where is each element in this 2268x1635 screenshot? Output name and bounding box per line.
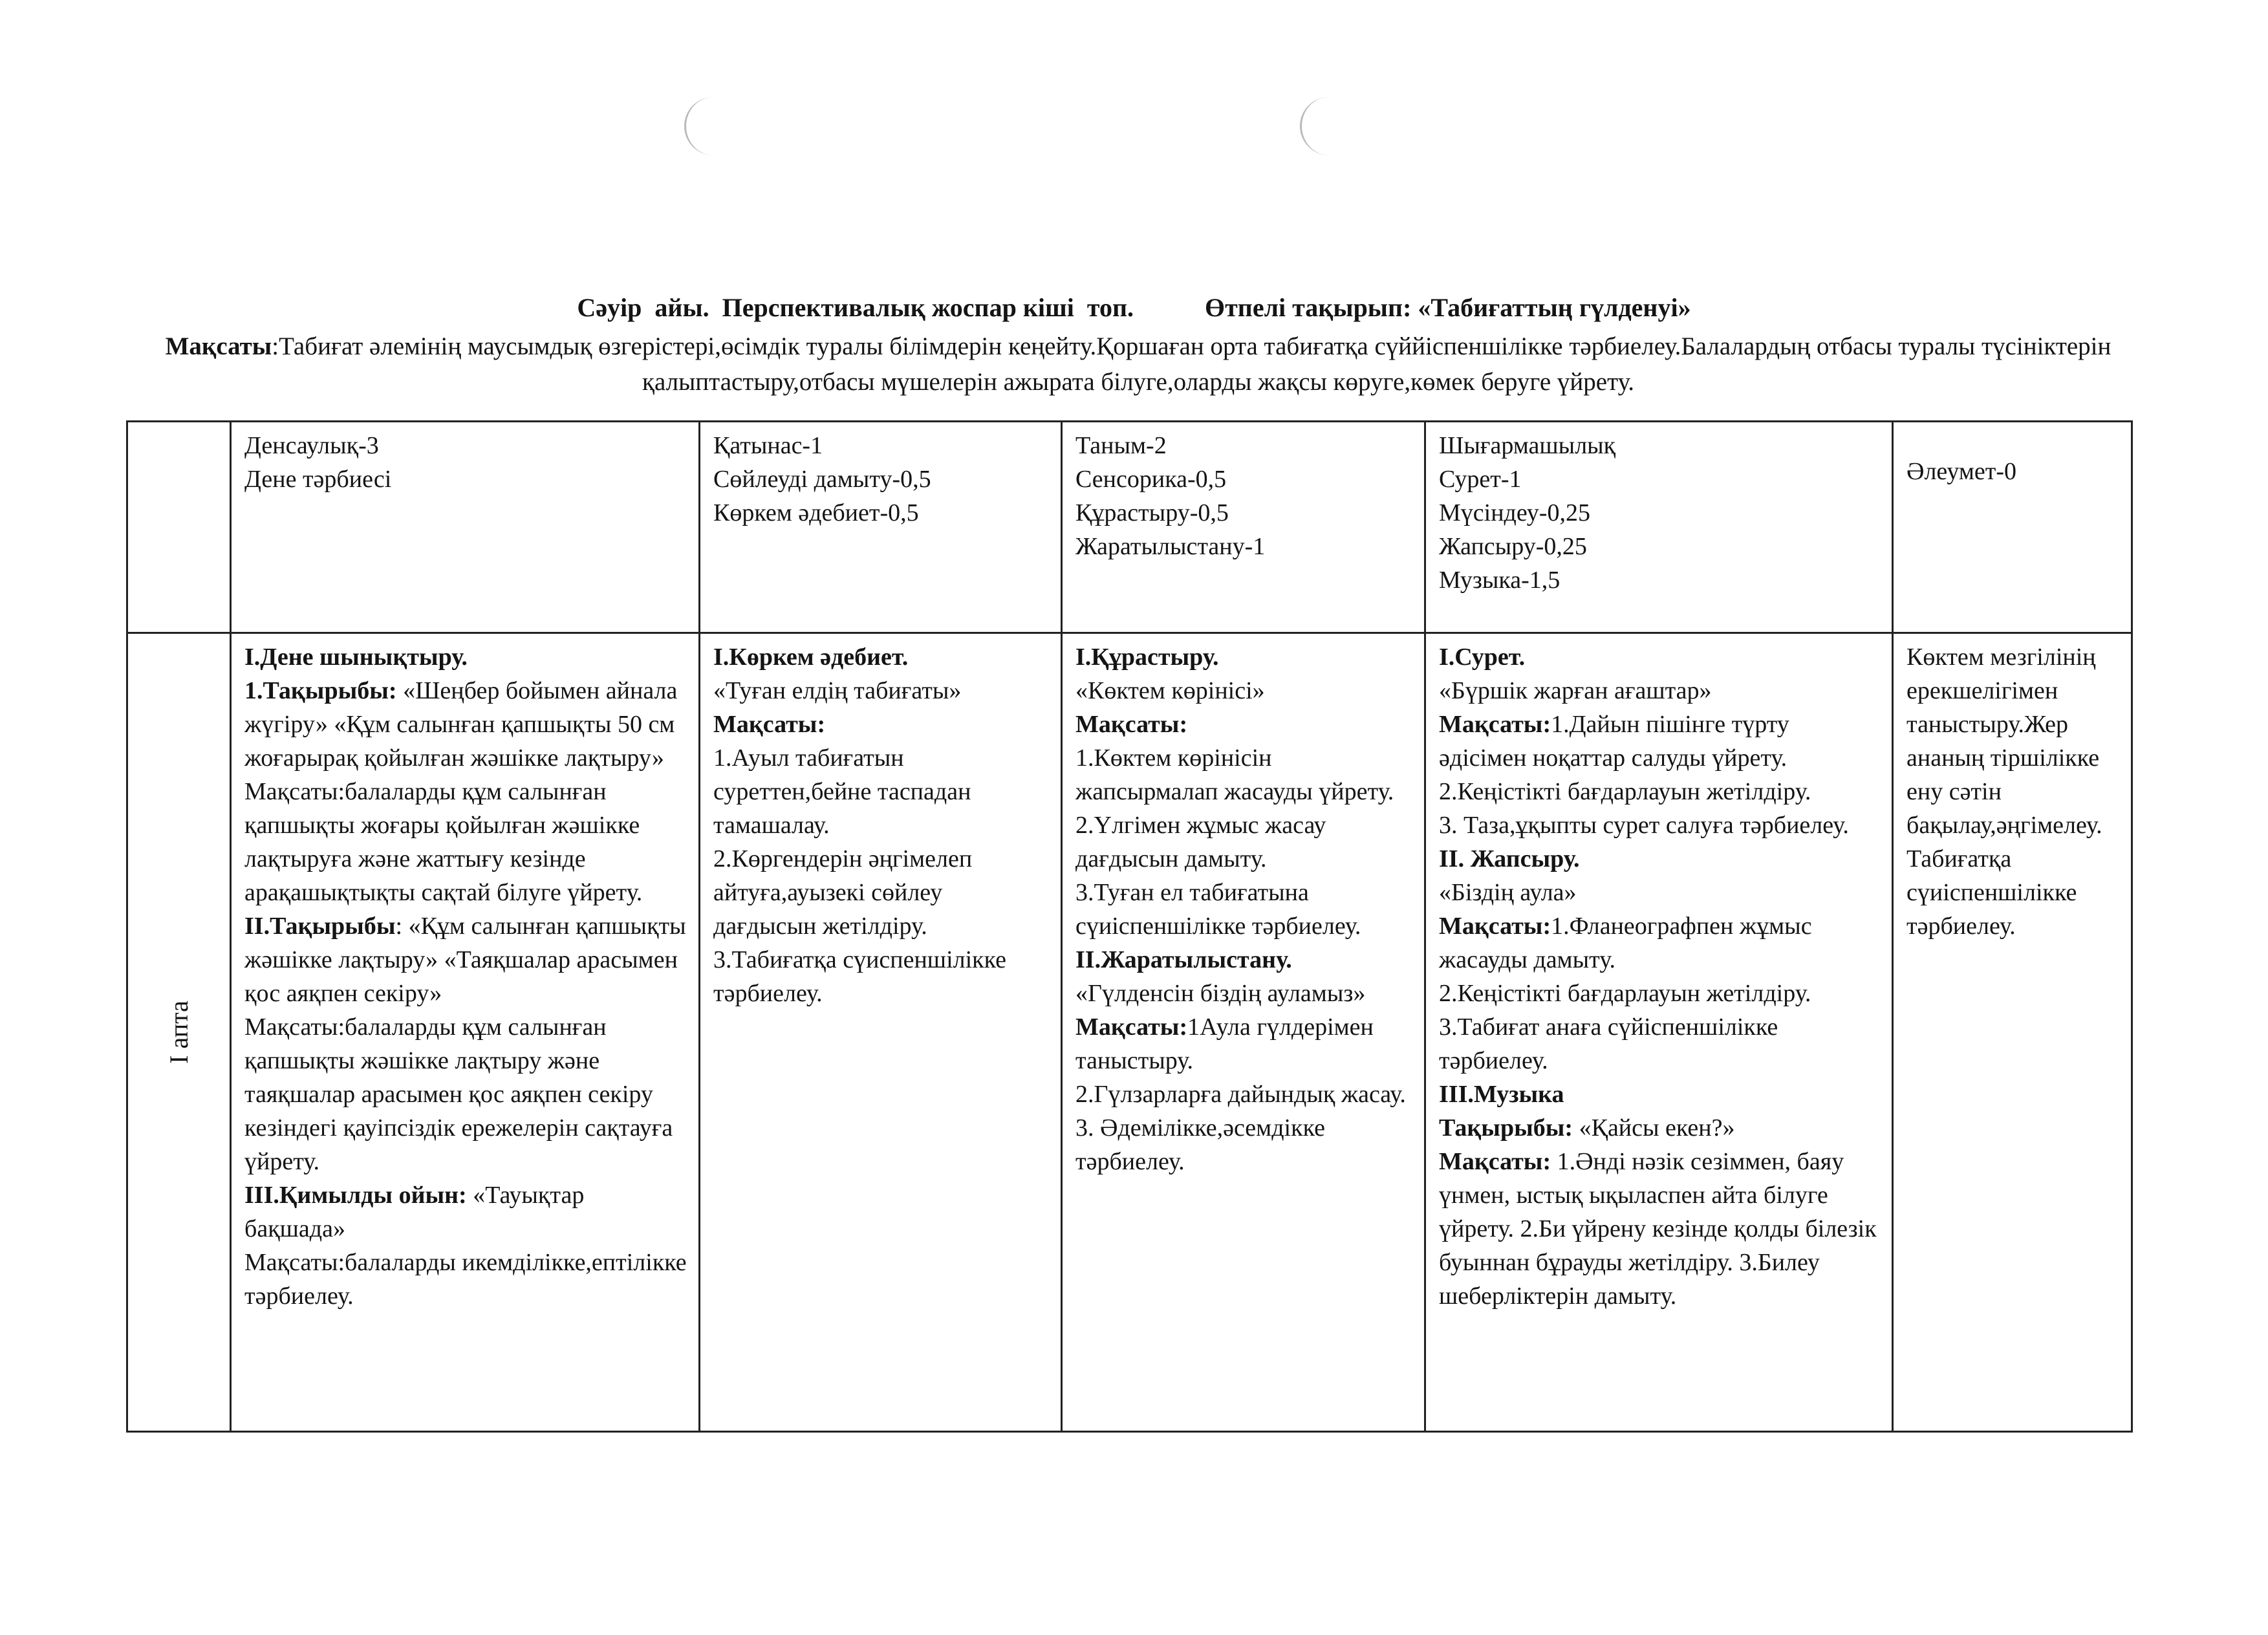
cell-label: Мақсаты: (1439, 913, 1551, 940)
cell-label: ІІ. Жапсыру. (1439, 845, 1580, 872)
cell-label: І.Құрастыру. (1075, 644, 1219, 671)
cell-paragraph (1075, 808, 1415, 876)
cell-label: ІІІ.Музыка (1439, 1081, 1564, 1108)
plan-table (126, 420, 2133, 1433)
cell-label: Мақсаты: (713, 711, 826, 738)
cell-label: 1.Тақырыбы: (244, 677, 397, 704)
cell-text: «Көктем көрінісі» (1075, 677, 1265, 704)
cell-paragraph (713, 708, 1052, 741)
cell-communication (700, 633, 1062, 1432)
header-line: Мүсіндеу-0,25 (1439, 499, 1590, 526)
cell-paragraph (1439, 1145, 1883, 1313)
cell-text: 3.Табиғатқа сүиспеншілікке тәрбиелеу. (713, 946, 1006, 1007)
cell-text: «Гүлденсін біздің ауламыз» (1075, 980, 1366, 1007)
header-line: Әлеумет-0 (1906, 458, 2016, 485)
cell-social (1893, 633, 2132, 1432)
cell-text: 1Аула гүлдерімен таныстыру. (1075, 1013, 1374, 1074)
cell-text: 1.Әнді нәзік сезіммен, баяу үнмен, ыстық ықыласпен айта білуге үйрету. 2.Би үйрену кезінде қолды білезік буыннан бұрауды жетілдіру. 3.Билеу шеберліктерін дамыту. (1439, 1148, 1877, 1310)
header-line: Жапсыру-0,25 (1439, 533, 1587, 560)
cell-text: 2.Көргендерін әңгімелеп айтуға,ауызекі сөйлеу дағдысын жетілдіру. (713, 845, 973, 940)
cell-paragraph (1075, 876, 1415, 943)
cell-paragraph (1439, 977, 1883, 1010)
cell-paragraph (244, 1246, 689, 1313)
cell-creativity (1425, 633, 1893, 1432)
cell-paragraph (244, 1010, 689, 1178)
cell-text: «Қайсы екен?» (1573, 1114, 1735, 1142)
cell-paragraph (1075, 708, 1415, 741)
punch-hole-mark (684, 97, 725, 155)
cell-text: 2.Үлгімен жұмыс жасау дағдысын дамыту. (1075, 812, 1326, 872)
cell-paragraph (244, 775, 689, 909)
cell-text: «Біздің аула» (1439, 879, 1577, 906)
header-line: Сөйлеуді дамыту-0,5 (713, 466, 931, 493)
cell-label: І.Көркем әдебиет. (713, 644, 909, 671)
header-line: Көркем әдебиет-0,5 (713, 499, 919, 526)
week-header-cell (127, 422, 231, 633)
column-header-communication (700, 422, 1062, 633)
cell-paragraph (244, 1178, 689, 1246)
cell-text: «Тауықтар бақшада» (244, 1182, 585, 1242)
cell-text: 3. Таза,ұқыпты сурет салуға тәрбиелеу. (1439, 812, 1849, 839)
header-line: Құрастыру-0,5 (1075, 499, 1229, 526)
cell-label: Мақсаты: (1075, 711, 1188, 738)
header-line: Сурет-1 (1439, 466, 1522, 493)
cell-paragraph (1439, 708, 1883, 775)
table-row-week-1 (127, 633, 2132, 1432)
cell-label: ІІІ.Қимылды ойын: (244, 1182, 467, 1209)
cell-paragraph (1075, 674, 1415, 708)
cell-text: «Туған елдің табиғаты» (713, 677, 962, 704)
cell-cognition (1062, 633, 1425, 1432)
cell-text: 1.Дайын пішінге түрту әдісімен ноқаттар салуды үйрету. (1439, 711, 1789, 772)
cell-paragraph (1075, 1010, 1415, 1077)
cell-paragraph (1439, 909, 1883, 977)
header-line: Шығармашылық (1439, 432, 1616, 459)
cell-label: ІІ.Жаратылыстану. (1075, 946, 1292, 973)
week-label-cell (127, 633, 231, 1432)
cell-text: Мақсаты:балаларды икемділікке,ептілікке тәрбиелеу. (244, 1249, 687, 1310)
column-header-social (1893, 422, 2132, 633)
header-line: Денсаулық-3 (244, 432, 379, 459)
cell-paragraph (1075, 1111, 1415, 1178)
title-right: Өтпелі тақырып: «Табиғаттың гүлденуі» (1205, 293, 1691, 322)
cell-text: : «Құм салынған қапшықты жәшікке лақтыру» «Таяқшалар арасымен қос аяқпен секіру» (244, 913, 686, 1007)
goal-text: :Табиғат әлемінің маусымдық өзгерістері,өсімдік туралы білімдерін кеңейту.Қоршаған орта табиғатқа сүййіспеншілікке тәрбиелеу.Балалардың отбасы туралы түсініктерін қалыптастыру,отбасы мүшелерін ажырата білуге,оларды жақсы көруге,көмек беруге үйрету. (272, 332, 2111, 396)
cell-paragraph (1439, 640, 1883, 674)
column-header-health (231, 422, 700, 633)
column-header-creativity (1425, 422, 1893, 633)
cell-text: 3.Табиғат анаға сүйіспеншілікке тәрбиелеу. (1439, 1013, 1778, 1074)
cell-label: Тақырыбы: (1439, 1114, 1573, 1142)
header-line: Сенсорика-0,5 (1075, 466, 1227, 493)
cell-paragraph (713, 943, 1052, 1010)
cell-text: 1.Фланеографпен жұмыс жасауды дамыту. (1439, 913, 1812, 973)
cell-paragraph (1906, 640, 2122, 943)
cell-text: 3.Туған ел табиғатына сүиіспеншілікке тәрбиелеу. (1075, 879, 1361, 940)
cell-paragraph (713, 674, 1052, 708)
header-line: Жаратылыстану-1 (1075, 533, 1266, 560)
cell-text: Мақсаты:балаларды құм салынған қапшықты жоғары қойылған жәшікке лақтыруға және жаттығу кезінде арақашықтықты сақтай білуге үйрету. (244, 778, 643, 906)
column-header-cognition (1062, 422, 1425, 633)
cell-text: «Шеңбер бойымен айнала жүгіру» «Құм салынған қапшықты 50 см жоғарырақ қойылған жәшікке лақтыру» (244, 677, 678, 772)
cell-paragraph (1439, 1111, 1883, 1145)
goal-paragraph (155, 329, 2121, 400)
cell-paragraph (1075, 1077, 1415, 1111)
header-line: Таным-2 (1075, 432, 1167, 459)
cell-paragraph (244, 640, 689, 674)
cell-paragraph (1075, 741, 1415, 808)
cell-paragraph (1439, 775, 1883, 808)
cell-text: 2.Гүлзарларға дайындық жасау. (1075, 1081, 1406, 1108)
cell-paragraph (244, 674, 689, 775)
cell-label: ІІ.Тақырыбы (244, 913, 396, 940)
cell-text: 1.Ауыл табиғатын суреттен,бейне таспадан тамашалау. (713, 744, 971, 839)
header-line: Қатынас-1 (713, 432, 823, 459)
cell-label: Мақсаты: (1439, 711, 1551, 738)
cell-paragraph (1075, 943, 1415, 977)
cell-paragraph (1439, 674, 1883, 708)
table-header-row (127, 422, 2132, 633)
cell-paragraph (1439, 1010, 1883, 1077)
cell-paragraph (1439, 842, 1883, 876)
goal-label: Мақсаты (165, 332, 272, 360)
cell-paragraph (1439, 808, 1883, 842)
title-left: Сәуір айы. Перспективалық жоспар кіші топ. (577, 293, 1134, 322)
cell-label: І.Сурет. (1439, 644, 1526, 671)
cell-paragraph (713, 842, 1052, 943)
cell-text: 1.Көктем көрінісін жапсырмалап жасауды үйрету. (1075, 744, 1394, 805)
page-title (0, 292, 2268, 323)
cell-label: І.Дене шынықтыру. (244, 644, 468, 671)
cell-text: 3. Әдемілікке,әсемдікке тәрбиелеу. (1075, 1114, 1325, 1175)
header-line: Музыка-1,5 (1439, 567, 1561, 594)
cell-paragraph (713, 741, 1052, 842)
cell-text: 2.Кеңістікті бағдарлауын жетілдіру. (1439, 980, 1811, 1007)
cell-health (231, 633, 700, 1432)
cell-label: Мақсаты: (1439, 1148, 1551, 1175)
cell-text: 2.Кеңістікті бағдарлауын жетілдіру. (1439, 778, 1811, 805)
punch-hole-mark (1300, 97, 1341, 155)
cell-label: Мақсаты: (1075, 1013, 1188, 1041)
cell-paragraph (1439, 876, 1883, 909)
cell-paragraph (1075, 977, 1415, 1010)
cell-text: Мақсаты:балаларды құм салынған қапшықты жәшікке лақтыру және таяқшалар арасымен қос аяқпен секіру кезіндегі қауіпсіздік ережелерін сақтауға үйрету. (244, 1013, 673, 1175)
cell-paragraph (244, 909, 689, 1010)
cell-paragraph (1075, 640, 1415, 674)
cell-text: «Бүршік жарған ағаштар» (1439, 677, 1712, 704)
cell-paragraph (1439, 1077, 1883, 1111)
week-label: І апта (164, 1001, 193, 1064)
header-line: Дене тәрбиесі (244, 466, 392, 493)
cell-paragraph (713, 640, 1052, 674)
cell-text: Көктем мезгілінің ерекшелігімен таныстыру.Жер ананың тіршілікке ену сәтін бақылау,әңгімелеу. Табиғатқа сүиіспеншілікке тәрбиелеу. (1906, 644, 2102, 940)
